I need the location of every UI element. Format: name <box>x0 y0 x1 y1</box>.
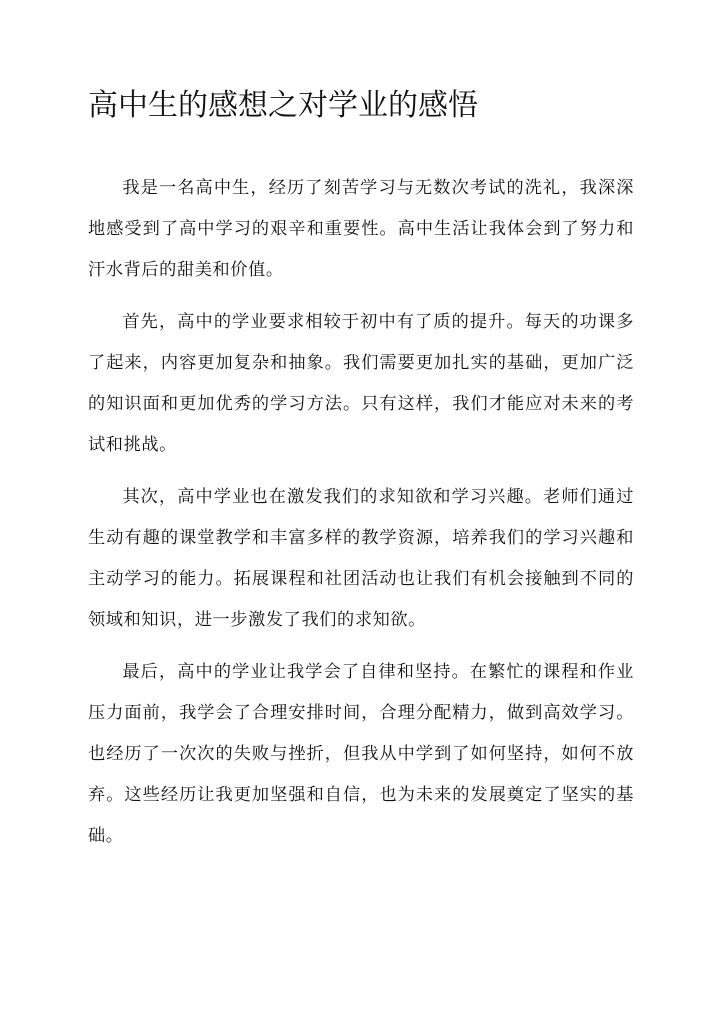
document-body <box>88 168 634 868</box>
paragraph-last: 最后，高中的学业让我学会了自律和坚持。在繁忙的课程和作业压力面前，我学会了合理安排时间，合理分配精力，做到高效学习。也经历了一次次的失败与挫折，但我从中学到了如何坚持，如何不放弃。这些经历让我更加坚强和自信，也为未来的发展奠定了坚实的基础。 <box>88 662 634 846</box>
paragraph-intro: 我是一名高中生，经历了刻苦学习与无数次考试的洗礼，我深深地感受到了高中学习的艰辛和重要性。高中生活让我体会到了努力和汗水背后的甜美和价值。 <box>88 178 634 280</box>
paragraph-second: 其次，高中学业也在激发我们的求知欲和学习兴趣。老师们通过生动有趣的课堂教学和丰富多样的教学资源，培养我们的学习兴趣和主动学习的能力。拓展课程和社团活动也让我们有机会接触到不同的领域和知识，进一步激发了我们的求知欲。 <box>88 487 634 630</box>
paragraph-first: 首先，高中的学业要求相较于初中有了质的提升。每天的功课多了起来，内容更加复杂和抽象。我们需要更加扎实的基础，更加广泛的知识面和更加优秀的学习方法。只有这样，我们才能应对未来的考试和挑战。 <box>88 312 634 455</box>
page-title: 高中生的感想之对学业的感悟 <box>88 88 478 123</box>
